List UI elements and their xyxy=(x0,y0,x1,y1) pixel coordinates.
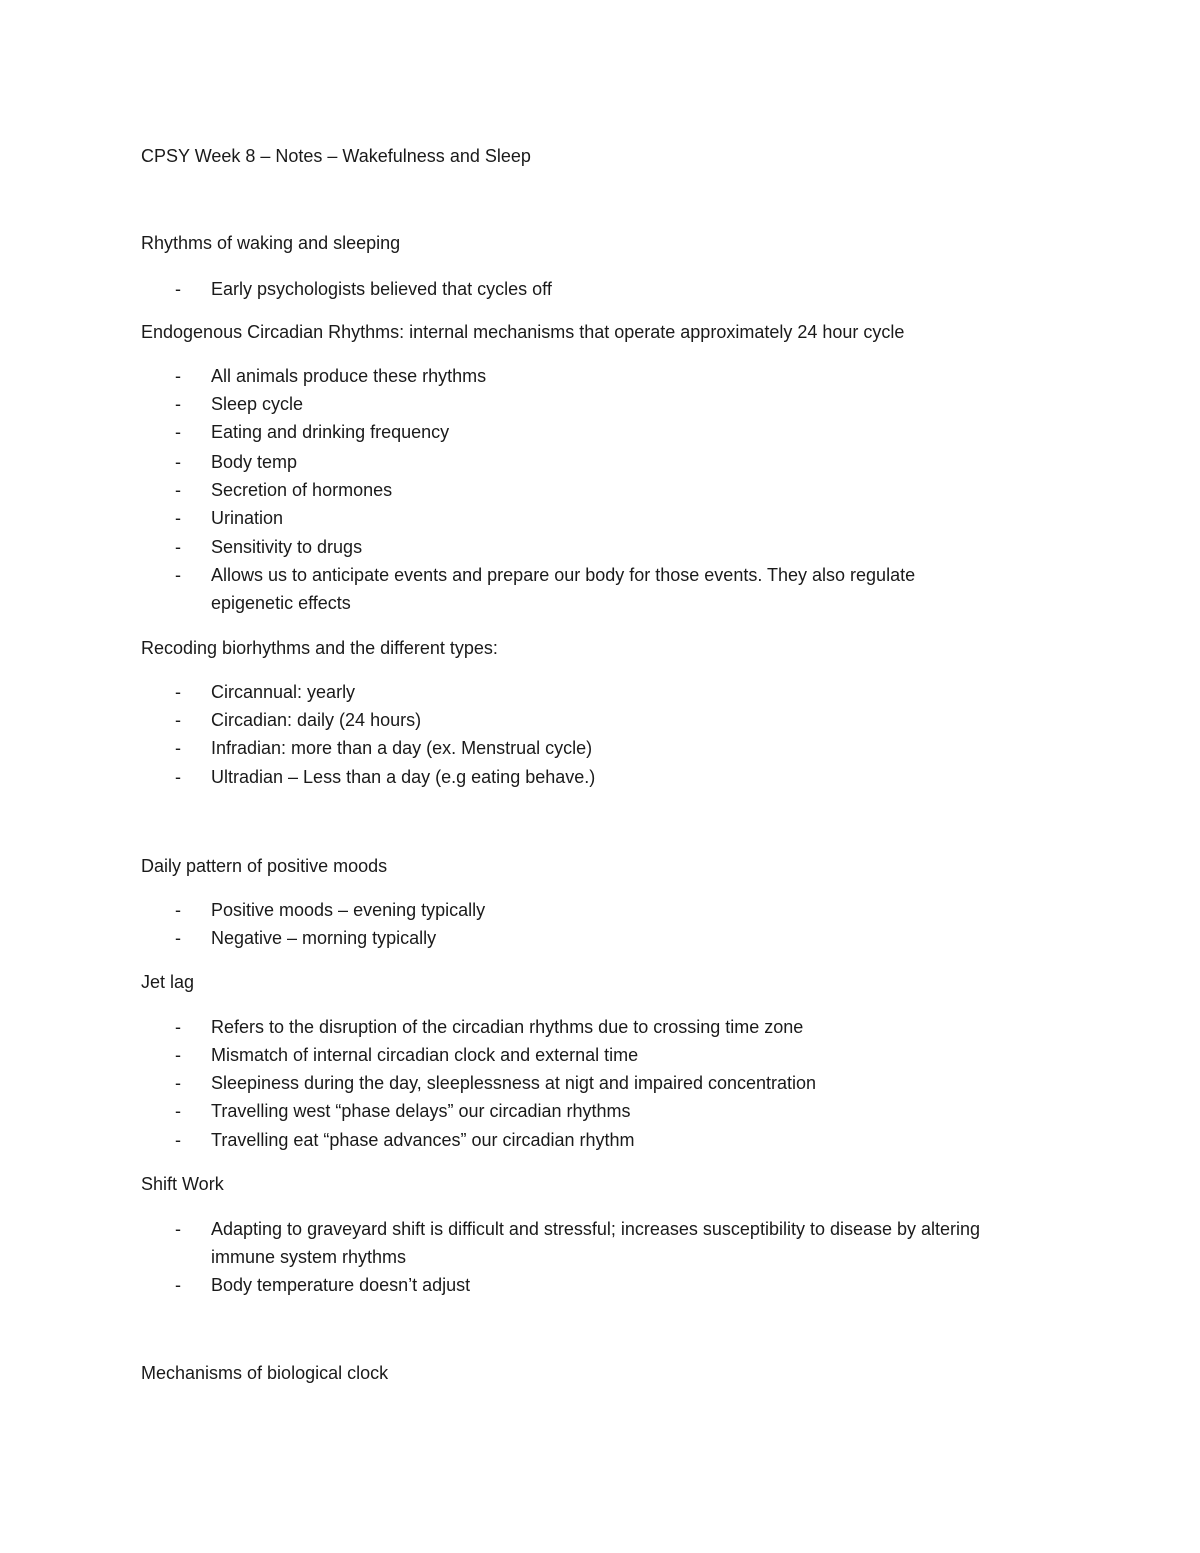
bullet-dash: - xyxy=(175,1130,181,1150)
bullet-dash: - xyxy=(175,480,181,500)
list-item-continuation: epigenetic effects xyxy=(211,593,351,613)
bullet-dash: - xyxy=(175,767,181,787)
bullet-dash: - xyxy=(175,1101,181,1121)
bullet-dash: - xyxy=(175,452,181,472)
list-item: Refers to the disruption of the circadian rhythms due to crossing time zone xyxy=(211,1017,804,1037)
bullet-dash: - xyxy=(175,682,181,702)
section-heading-rhythms: Rhythms of waking and sleeping xyxy=(141,233,401,253)
list-item: Positive moods – evening typically xyxy=(211,900,486,920)
list-item: Body temperature doesn’t adjust xyxy=(211,1275,471,1295)
list-item-continuation: immune system rhythms xyxy=(211,1247,407,1267)
list-item: Negative – morning typically xyxy=(211,928,437,948)
bullet-dash: - xyxy=(175,1275,181,1295)
list-item: Circannual: yearly xyxy=(211,682,356,702)
bullet-dash: - xyxy=(175,900,181,920)
list-item: Secretion of hormones xyxy=(211,480,393,500)
list-item: All animals produce these rhythms xyxy=(211,366,487,386)
bullet-dash: - xyxy=(175,1073,181,1093)
bullet-dash: - xyxy=(175,565,181,585)
list-item: Body temp xyxy=(211,452,298,472)
section-heading-mechanisms: Mechanisms of biological clock xyxy=(141,1363,389,1383)
section-heading-endogenous: Endogenous Circadian Rhythms: internal mechanisms that operate approximately 24 hour cycle xyxy=(141,322,905,342)
list-item: Sleep cycle xyxy=(211,394,304,414)
section-heading-shiftwork: Shift Work xyxy=(141,1174,224,1194)
list-item: Sleepiness during the day, sleeplessness at nigt and impaired concentration xyxy=(211,1073,817,1093)
list-item: Mismatch of internal circadian clock and external time xyxy=(211,1045,639,1065)
list-item: Travelling west “phase delays” our circadian rhythms xyxy=(211,1101,631,1121)
list-item: Allows us to anticipate events and prepare our body for those events. They also regulate xyxy=(211,565,916,585)
bullet-dash: - xyxy=(175,394,181,414)
section-heading-jetlag: Jet lag xyxy=(141,972,195,992)
bullet-dash: - xyxy=(175,738,181,758)
document-title: CPSY Week 8 – Notes – Wakefulness and Sleep xyxy=(141,146,531,166)
bullet-dash: - xyxy=(175,1045,181,1065)
bullet-dash: - xyxy=(175,1017,181,1037)
bullet-dash: - xyxy=(175,537,181,557)
list-item: Early psychologists believed that cycles off xyxy=(211,279,552,299)
bullet-dash: - xyxy=(175,279,181,299)
list-item: Sensitivity to drugs xyxy=(211,537,363,557)
list-item: Eating and drinking frequency xyxy=(211,422,450,442)
bullet-dash: - xyxy=(175,928,181,948)
section-heading-moods: Daily pattern of positive moods xyxy=(141,856,388,876)
bullet-dash: - xyxy=(175,710,181,730)
list-item: Travelling eat “phase advances” our circadian rhythm xyxy=(211,1130,635,1150)
list-item: Urination xyxy=(211,508,284,528)
bullet-dash: - xyxy=(175,422,181,442)
list-item: Adapting to graveyard shift is difficult and stressful; increases susceptibility to disease by altering xyxy=(211,1219,981,1239)
bullet-dash: - xyxy=(175,366,181,386)
bullet-dash: - xyxy=(175,508,181,528)
list-item: Infradian: more than a day (ex. Menstrual cycle) xyxy=(211,738,593,758)
list-item: Circadian: daily (24 hours) xyxy=(211,710,422,730)
list-item: Ultradian – Less than a day (e.g eating behave.) xyxy=(211,767,596,787)
bullet-dash: - xyxy=(175,1219,181,1239)
section-heading-recoding: Recoding biorhythms and the different types: xyxy=(141,638,498,658)
